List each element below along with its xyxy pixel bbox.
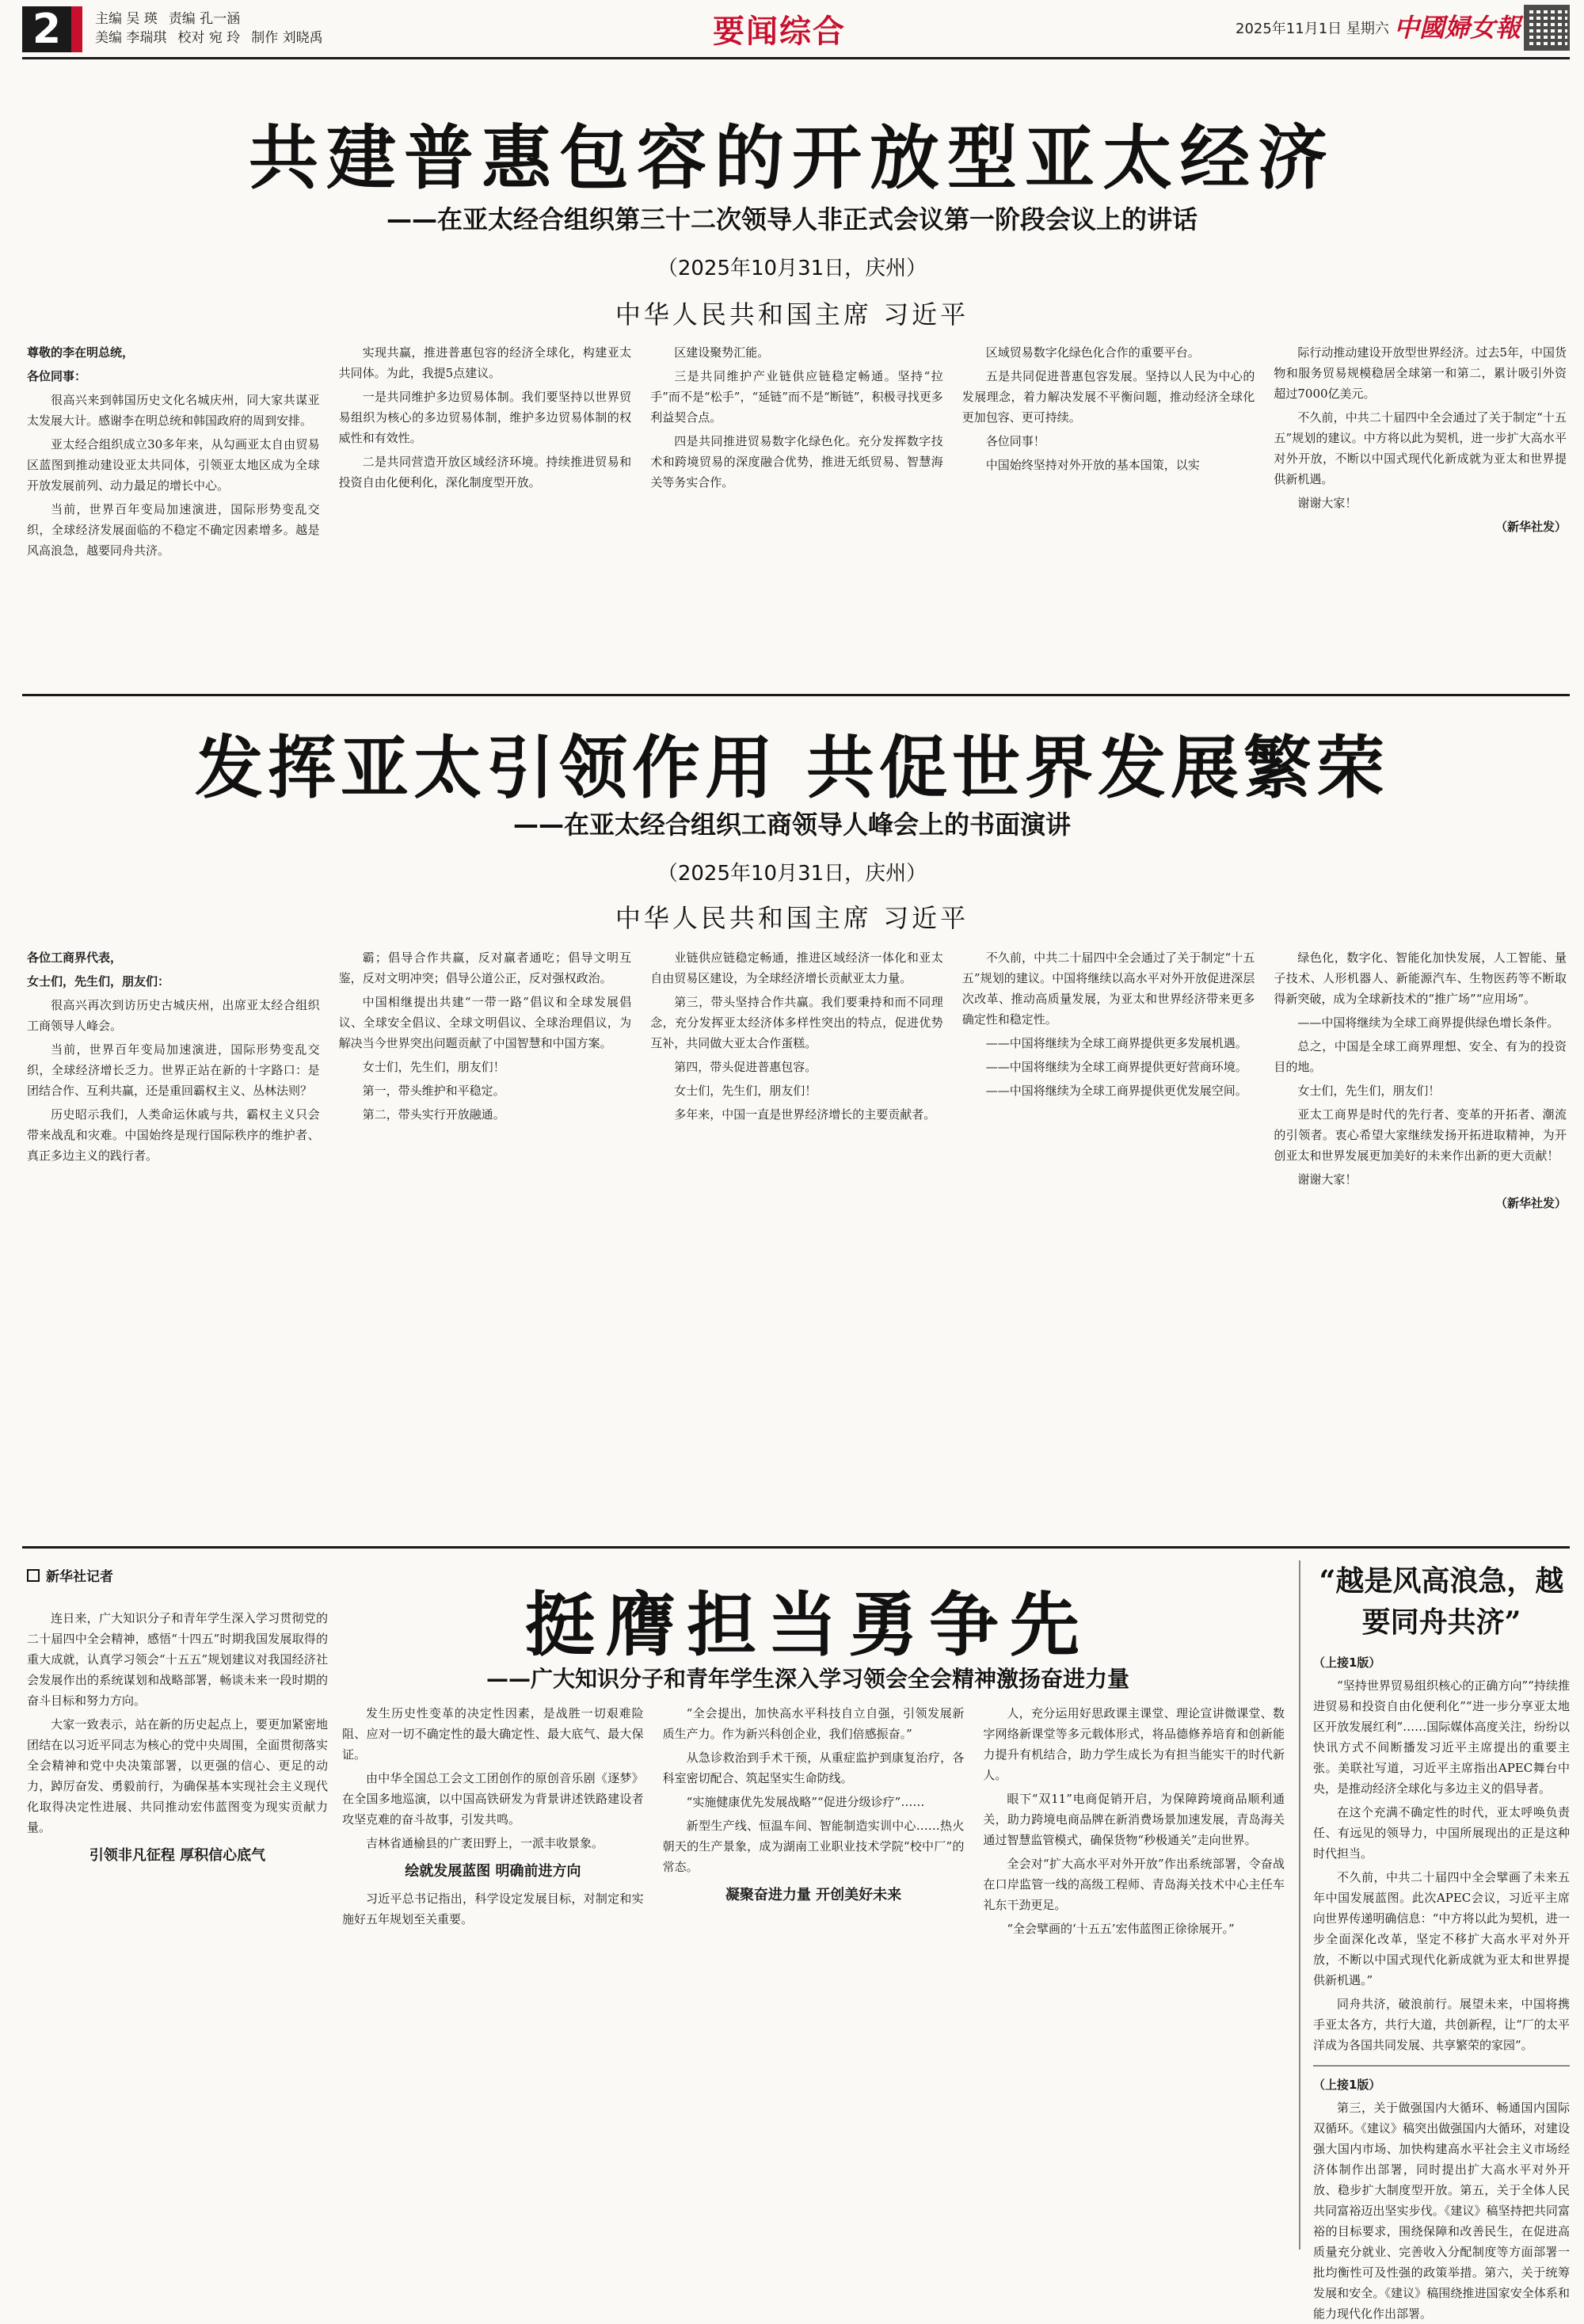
article2-column [339, 947, 632, 1499]
article1-dateline: （2025年10月31日，庆州） [657, 257, 927, 280]
sidebar-text [1313, 1675, 1570, 2055]
article2-headline: 发挥亚太引领作用 共促世界发展繁荣 [195, 728, 1389, 808]
editor-credits [95, 10, 334, 48]
salutation: 尊敬的李在明总统， [27, 345, 135, 360]
paragraph: 谢谢大家！ [1297, 1172, 1357, 1187]
reporter-tag: 新华社记者 [27, 1565, 113, 1585]
paragraph: ——中国将继续为全球工商界提供更优发展空间。 [985, 1084, 1247, 1098]
paragraph: 女士们，先生们，朋友们！ [1297, 1084, 1441, 1098]
masthead-rule [22, 57, 1570, 59]
paragraph: 一是共同维护多边贸易体制。我们要坚持以世界贸易组织为核心的多边贸易体制，维护多边贸易体制的权威性和有效性。 [338, 390, 632, 445]
credit-chief-editor: 主编 吴 瑛 [95, 11, 158, 27]
article1-column [650, 342, 943, 684]
article2-column [1274, 947, 1567, 1499]
paragraph: 大家一致表示，站在新的历史起点上，要更加紧密地团结在以习近平同志为核心的党中央周围，全面贯彻落实全会精神和党中央决策部署，以更强的信心、更足的动力，踔厉奋发、勇毅前行，为确保基本实现社会主义现代化取得决定性进展、共同推动宏伟蓝图变为现实贡献力量。 [27, 1717, 328, 1834]
paragraph: 谢谢大家！ [1297, 496, 1357, 510]
paragraph: 当前，世界百年变局加速演进，国际形势变乱交织，全球经济增长乏力。世界正站在新的十字路口：是团结合作、互利共赢，还是重回霸权主义、丛林法则？ [27, 1042, 320, 1098]
paragraph: 第二，带头实行开放融通。 [362, 1107, 505, 1122]
masthead [0, 0, 1584, 60]
paragraph: “全会提出，加快高水平科技自立自强，引领发展新质生产力。作为新兴科创企业，我们倍感振奋。” [662, 1706, 965, 1741]
paragraph: 不久前，中共二十届四中全会擘画了未来五年中国发展蓝图。此次APEC会议，习近平主席向世界传递明确信息：“中方将以此为契机，进一步全面深化改革，坚定不移扩大高水平对外开放，不断以中国式现代化新成就为亚太和世界提供新机遇。” [1313, 1870, 1570, 1987]
paragraph: 霸；倡导合作共赢，反对赢者通吃；倡导文明互鉴，反对文明冲突；倡导公道公正，反对强权政治。 [338, 951, 632, 985]
paragraph: 中国相继提出共建“一带一路”倡议和全球发展倡议、全球安全倡议、全球文明倡议、全球治理倡议，为解决当今世界突出问题贡献了中国智慧和中国方案。 [338, 995, 632, 1050]
paragraph: 很高兴再次到访历史古城庆州，出席亚太经合组织工商领导人峰会。 [27, 998, 320, 1033]
salutation: 各位同事： [27, 369, 87, 383]
article1-body [27, 342, 1567, 684]
credit-producer: 制作 刘晓禹 [251, 30, 323, 46]
qr-code-icon [1524, 5, 1570, 51]
newspaper-logo: 中國婦女報 [1394, 13, 1521, 43]
paragraph: 亚太工商界是时代的先行者、变革的开拓者、潮流的引领者。衷心希望大家继续发扬开拓进取精神，为开创亚太和世界发展更加美好的未来作出新的更大贡献！ [1274, 1107, 1567, 1163]
paragraph: 吉林省通榆县的广袤田野上，一派丰收景象。 [366, 1836, 604, 1850]
paragraph: “全会擘画的‘十五五’宏伟蓝图正徐徐展开。” [1007, 1922, 1235, 1936]
article3-column [663, 1703, 965, 2250]
article1-column [962, 342, 1255, 684]
paragraph: 当前，世界百年变局加速演进，国际形势变乱交织，全球经济发展面临的不稳定不确定因素增多。越是风高浪急，越要同舟共济。 [27, 502, 320, 558]
paragraph: 由中华全国总工会文工团创作的原创音乐剧《逐梦》在全国多地巡演，以中国高铁研发为背景讲述铁路建设者攻坚克难的奋斗故事，引发共鸣。 [342, 1771, 644, 1827]
article2-body [27, 947, 1567, 1499]
section-divider [22, 1546, 1570, 1549]
page-number: 2 [22, 6, 71, 52]
date: 2025年11月1日 [1236, 21, 1342, 37]
article1-subhead: ——在亚太经合组织第三十二次领导人非正式会议第一阶段会议上的讲话 [386, 204, 1198, 234]
paragraph: “实施健康优先发展战略”“促进分级诊疗”…… [686, 1795, 925, 1809]
article1-headline: 共建普惠包容的开放型亚太经济 [248, 116, 1335, 199]
salutation: 各位工商界代表， [27, 951, 123, 965]
continued-from-label: （上接1版） [1313, 2078, 1381, 2092]
paragraph: 第四，带头促进普惠包容。 [674, 1060, 817, 1074]
sidebar-headline: “越是风高浪急，越要同舟共济” [1319, 1564, 1564, 1639]
article3-column [983, 1703, 1285, 2250]
article1-column [27, 342, 320, 684]
weekday: 星期六 [1346, 21, 1389, 37]
paragraph: 中国始终坚持对外开放的基本国策，以实 [985, 458, 1200, 472]
paragraph: 很高兴来到韩国历史文化名城庆州，同大家共谋亚太发展大计。感谢李在明总统和韩国政府的周到安排。 [27, 393, 320, 428]
paragraph: 女士们，先生们，朋友们！ [362, 1060, 505, 1074]
paragraph: 亚太经合组织成立30多年来，从勾画亚太自由贸易区蓝图到推动建设亚太共同体，引领亚太地区成为全球开放发展前列、动力最足的增长中心。 [27, 437, 320, 493]
paragraph: 人，充分运用好思政课主课堂、理论宣讲微课堂、数字网络新课堂等多元载体形式，将品德修养培育和创新能力提升有机结合，助力学生成长为有担当能实干的时代新人。 [983, 1706, 1285, 1782]
paragraph: 第一，带头维护和平稳定。 [362, 1084, 505, 1098]
paragraph: ——中国将继续为全球工商界提供更多发展机遇。 [985, 1036, 1247, 1050]
paragraph: 多年来，中国一直是世界经济增长的主要贡献者。 [674, 1107, 936, 1122]
issue-date [1236, 17, 1389, 38]
section-heading: 引领非凡征程 厚积信心底气 [89, 1847, 266, 1864]
salutation: 女士们，先生们，朋友们： [27, 974, 170, 989]
paragraph: 连日来，广大知识分子和青年学生深入学习贯彻党的二十届四中全会精神，感悟“十四五”时期我国发展取得的重大成就，认真学习领会“十五五”规划建议对我国经济社会发展作出的系统谋划和战略部署，畅谈未来一段时期的奋斗目标和努力方向。 [27, 1611, 328, 1708]
paragraph: 区建设聚势汇能。 [674, 345, 770, 360]
paragraph: 三是共同维护产业链供应链稳定畅通。坚持“拉手”而不是“松手”，“延链”而不是“断链”，积极寻找更多利益契合点。 [650, 369, 943, 425]
paragraph: 不久前，中共二十届四中全会通过了关于制定“十五五”规划的建议。中国将继续以高水平对外开放促进深层次改革、推动高质量发展，为亚太和世界经济带来更多确定性和稳定性。 [961, 951, 1255, 1027]
paragraph: 习近平总书记指出，科学设定发展目标，对制定和实施好五年规划至关重要。 [342, 1892, 644, 1926]
paragraph: 实现共赢，推进普惠包容的经济全球化，构建亚太共同体。为此，我提5点建议。 [338, 345, 632, 380]
paragraph: 业链供应链稳定畅通，推进区域经济一体化和亚太自由贸易区建设，为全球经济增长贡献亚太力量。 [650, 951, 943, 985]
credit-art-editor: 美编 李瑞琪 [95, 30, 167, 46]
section-heading: 绘就发展蓝图 明确前进方向 [405, 1863, 581, 1880]
article2-dateline: （2025年10月31日，庆州） [657, 862, 927, 886]
article2-signature: （新华社发） [1495, 1196, 1567, 1210]
sidebar-divider [1313, 2065, 1570, 2067]
paragraph: 从急诊救治到手术干预，从重症监护到康复治疗，各科室密切配合、筑起坚实生命防线。 [662, 1751, 965, 1785]
article3-lead [27, 1608, 328, 2234]
article1-column [1274, 342, 1567, 684]
paragraph: 各位同事！ [985, 434, 1045, 448]
paragraph: 总之，中国是全球工商界理想、安全、有为的投资目的地。 [1274, 1039, 1567, 1074]
paragraph: 四是共同推进贸易数字化绿色化。充分发挥数字技术和跨境贸易的深度融合优势，推进无纸贸易、智慧海关等务实合作。 [650, 434, 943, 490]
paragraph: 同舟共济，破浪前行。展望未来，中国将携手亚太各方，共行大道，共创新程，让“厂的太平洋成为各国共同发展、共享繁荣的家园”。 [1313, 1997, 1570, 2052]
article1-column [339, 342, 632, 684]
article1-signature: （新华社发） [1495, 520, 1567, 534]
paragraph: ——中国将继续为全球工商界提供绿色增长条件。 [1297, 1015, 1559, 1030]
article3-headline: 挺膺担当勇争先 [524, 1583, 1091, 1666]
paragraph: 五是共同促进普惠包容发展。坚持以人民为中心的发展理念，着力解决发展不平衡问题，推动经济全球化更加包容、更可持续。 [961, 369, 1255, 425]
paragraph: 发生历史性变革的决定性因素，是战胜一切艰难险阻、应对一切不确定性的最大确定性、最大底气、最大保证。 [342, 1706, 644, 1762]
article3-column [342, 1703, 644, 2250]
paragraph: 新型生产线、恒温车间、智能制造实训中心……热火朝天的生产景象，成为湖南工业职业技术学院“校中厂”的常态。 [662, 1819, 965, 1874]
paragraph: 女士们，先生们，朋友们！ [674, 1084, 817, 1098]
section-divider [22, 694, 1570, 696]
article3-column [27, 1608, 328, 2234]
article2-column [962, 947, 1255, 1499]
paragraph: 区域贸易数字化绿色化合作的重要平台。 [985, 345, 1200, 360]
paragraph: 全会对“扩大高水平对外开放”作出系统部署，令奋战在口岸监管一线的高级工程师、青岛海关技术中心主任车礼东干劲更足。 [983, 1857, 1285, 1912]
article2-byline: 中华人民共和国主席 习近平 [615, 903, 969, 933]
section-heading: 凝聚奋进力量 开创美好未来 [725, 1887, 902, 1903]
paragraph: 第三，关于做强国内大循环、畅通国内国际双循环。《建议》稿突出做强国内大循环，对建设强大国内市场、加快构建高水平社会主义市场经济体制作出部署，同时提出扩大高水平对外开放、稳步扩大制度型开放。第五，关于全体人民共同富裕迈出坚实步伐。《建议》稿坚持把共同富裕的目标要求，围绕保障和改善民生，在促进高质量充分就业、完善收入分配制度等方面部署一批均衡性可及性强的政策举措。第六，关于统筹发展和安全。《建议》稿围绕推进国家安全体系和能力现代化作出部署。 [1313, 2101, 1570, 2321]
article1-byline: 中华人民共和国主席 习近平 [615, 299, 969, 330]
sidebar-article [1299, 1560, 1570, 2321]
paragraph: 不久前，中共二十届四中全会通过了关于制定“十五五”规划的建议。中方将以此为契机，进一步扩大高水平对外开放，不断以中国式现代化新成就为亚太和世界提供新机遇。 [1274, 410, 1567, 486]
paragraph: 眼下“双11”电商促销开启，为保障跨境商品顺利通关，助力跨境电商品牌在新消费场景加速发展，青岛海关通过智慧监管模式，确保货物“秒极通关”走向世界。 [983, 1792, 1285, 1847]
article2-column [27, 947, 320, 1499]
paragraph: “坚持世界贸易组织核心的正确方向”“持续推进贸易和投资自由化便利化”“进一步分享亚太地区开放发展红利”……国际媒体高度关注，纷纷以快讯方式不间断播发习近平主席提出的重要主张。美联社写道，习近平主席指出APEC舞台中央，是推动经济全球化与多边主义的倡导者。 [1313, 1678, 1570, 1796]
article2-column [650, 947, 943, 1499]
paragraph: 在这个充满不确定性的时代，亚太呼唤负责任、有远见的领导力，中国所展现出的正是这种时代担当。 [1313, 1805, 1570, 1861]
credit-proofreader: 校对 宛 玲 [177, 30, 241, 46]
paragraph: 第三，带头坚持合作共赢。我们要秉持和而不同理念，充分发挥亚太经济体多样性突出的特点，促进优势互补，共同做大亚太合作蛋糕。 [650, 995, 943, 1050]
sidebar-text [1313, 2097, 1570, 2324]
paragraph: 历史昭示我们，人类命运休戚与共，霸权主义只会带来战乱和灾难。中国始终是现行国际秩序的维护者、真正多边主义的践行者。 [27, 1107, 320, 1163]
section-title: 要闻综合 [713, 13, 846, 50]
paragraph: 际行动推动建设开放型世界经济。过去5年，中国货物和服务贸易规模稳居全球第一和第二，累计吸引外资超过7000亿美元。 [1274, 345, 1567, 401]
paragraph: ——中国将继续为全球工商界提供更好营商环境。 [985, 1060, 1247, 1074]
credit-editor: 责编 孔一涵 [168, 11, 241, 27]
paragraph: 二是共同营造开放区域经济环境。持续推进贸易和投资自由化便利化，深化制度型开放。 [338, 455, 632, 490]
article3-body [342, 1703, 1285, 2250]
article2-subhead: ——在亚太经合组织工商领导人峰会上的书面演讲 [512, 810, 1071, 840]
paragraph: 绿色化，数字化、智能化加快发展，人工智能、量子技术、人形机器人、新能源汽车、生物医药等不断取得新突破，成为全球新技术的“推广场”“应用场”。 [1274, 951, 1567, 1006]
article3-subhead: ——广大知识分子和青年学生深入学习领会全会精神激扬奋进力量 [485, 1666, 1129, 1692]
continued-from-label: （上接1版） [1313, 1655, 1381, 1670]
